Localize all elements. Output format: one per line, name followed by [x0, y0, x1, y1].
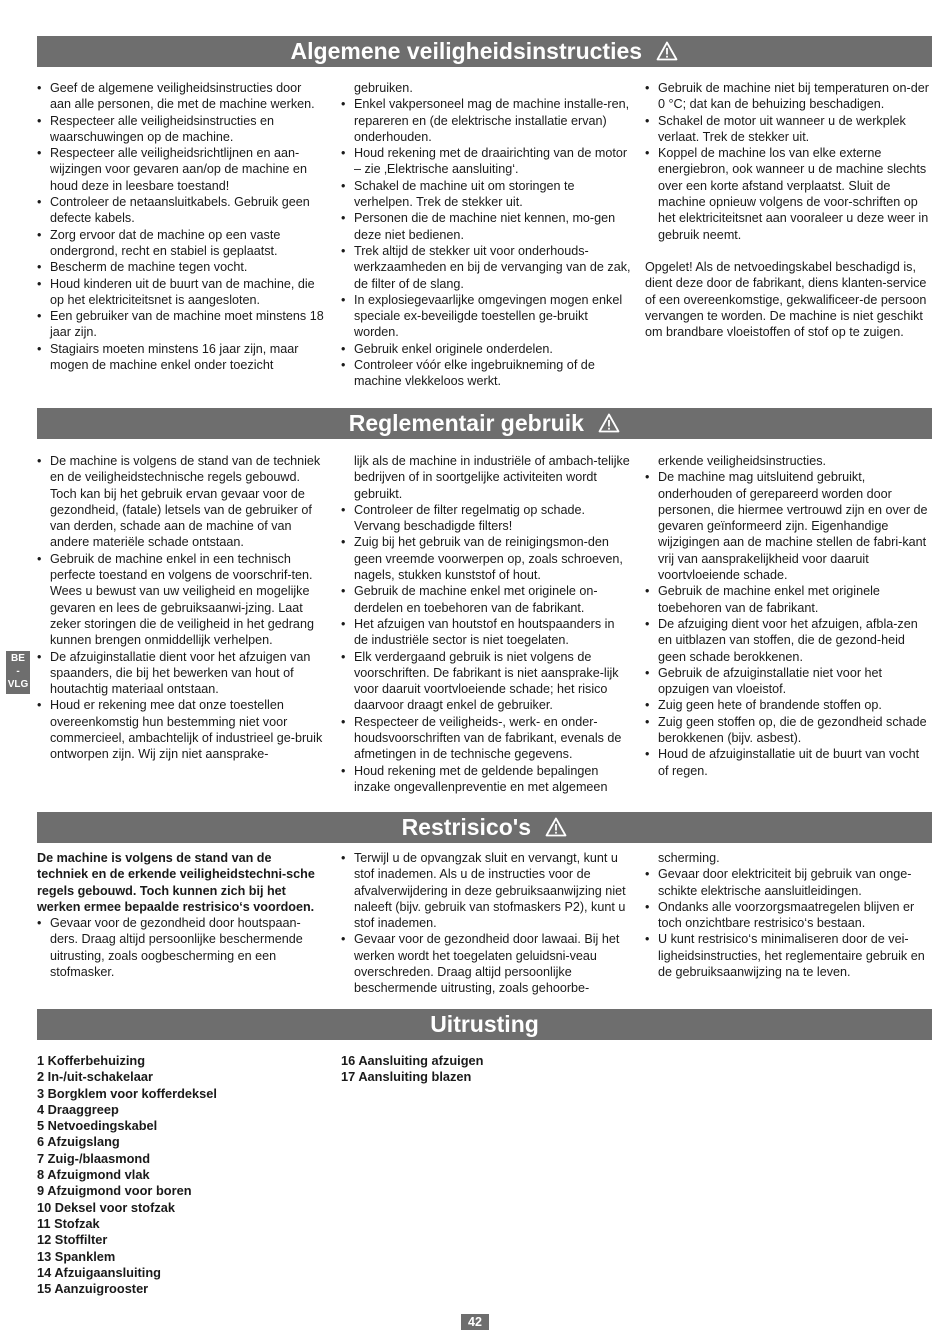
list-item: • Een gebruiker van de machine moet minstens 18 jaar zijn. [37, 308, 325, 341]
language-tab [6, 651, 30, 694]
list-item: • Respecteer de veiligheids-, werk- en onder-houdsvoorschriften van de fabrikant, evenals de afmetingen in de technische gegevens. [341, 714, 631, 763]
equipment-item: 12 Stoffilter [37, 1232, 108, 1248]
list-item: • Bescherm de machine tegen vocht. [37, 259, 325, 275]
safety-list-col3 [645, 80, 932, 243]
list-item: • Gebruik de afzuiginstallatie niet voor het opzuigen van vloeistof. [645, 665, 932, 698]
safety-section [37, 80, 932, 395]
list-item: • Houd de afzuiginstallatie uit de buurt van vocht of regen. [645, 746, 932, 779]
usage-title: Reglementair gebruik [348, 410, 584, 436]
language-tab-line2: - [16, 666, 20, 677]
equipment-item: 5 Netvoedingskabel [37, 1118, 158, 1134]
language-tab-line1: BE [11, 653, 25, 664]
list-item: • Schakel de machine uit om storingen te verhelpen. Trek de stekker uit. [341, 178, 631, 211]
list-item: • Personen die de machine niet kennen, mo-gen deze niet bedienen. [341, 210, 631, 243]
equipment-item: 8 Afzuigmond vlak [37, 1167, 150, 1183]
risks-intro: De machine is volgens de stand van de techniek en de erkende veiligheidstechni-sche regels gebouwd. Toch kunnen zich bij het werken ermee bepaalde restrisico‘s voordoen. [37, 851, 315, 914]
equipment-title: Uitrusting [430, 1011, 539, 1037]
list-item: • Gevaar voor de gezondheid door houtspaan-ders. Draag altijd persoonlijke beschermende uitrusting, zoals oogbescherming en een stofmasker. [37, 915, 325, 980]
risks-list-col3 [645, 850, 932, 980]
usage-list-col2 [341, 453, 631, 795]
equipment-item: 1 Kofferbehuizing [37, 1053, 146, 1068]
list-item: • Controleer de netaansluitkabels. Gebruik geen defecte kabels. [37, 194, 325, 227]
equipment-item: 3 Borgklem voor kofferdeksel [37, 1085, 217, 1101]
equipment-item: 15 Aanzuigrooster [37, 1281, 149, 1297]
list-item: erkende veiligheidsinstructies. [658, 454, 827, 468]
equipment-item: 9 Afzuigmond voor boren [37, 1183, 192, 1199]
usage-section [37, 453, 932, 803]
list-item: • Respecteer alle veiligheidsinstructies en waarschuwingen op de machine. [37, 113, 325, 146]
list-item: • Terwijl u de opvangzak sluit en vervangt, kunt u stof inademen. Als u de instructies voor de afvalverwijdering in deze gebruiksaanwijzing niet naleeft (bijv. gebruik van stofmaskers P2), kunt u stof inademen. [341, 850, 631, 931]
equipment-item: 14 Afzuigaansluiting [37, 1264, 161, 1280]
list-item: • Gebruik de machine enkel in een technisch perfecte toestand en volgens de voorschrif-ten. Wees u bewust van uw veiligheid en mogelijke gevaren en lees de gebruiksaanwi-jzing. Laat zeker storingen die de veiligheid in het gedrang kunnen brengen onmiddellijk verhelpen. [37, 551, 325, 649]
safety-title: Algemene veiligheidsinstructies [290, 38, 643, 64]
list-item: • De afzuiginstallatie dient voor het afzuigen van spaanders, die bij het bewerken van hout of houtachtig materiaal ontstaan. [37, 649, 325, 698]
warning-icon [656, 41, 678, 61]
list-item: • Stagiairs moeten minstens 16 jaar zijn, maar mogen de machine enkel onder toezicht [37, 341, 325, 374]
list-item: • Houd rekening met de draairichting van de motor – zie ‚Elektrische aansluiting‘. [341, 145, 631, 178]
list-item: • Gevaar voor de gezondheid door lawaai. Bij het werken wordt het toegelaten geluidsni-veau overschreden. Draag altijd persoonlijke beschermende uitrusting, zoals gehoorbe- [341, 931, 631, 996]
risks-title: Restrisico's [401, 814, 532, 840]
safety-list-col1 [37, 80, 325, 373]
list-item: • Het afzuigen van houtstof en houtspaanders in de industriële sector is niet toegelaten. [341, 616, 631, 649]
list-item: • De machine is volgens de stand van de techniek en de veiligheidstechnische regels gebouwd. Toch kan bij het gebruik ervan gevaar voor de gezondheid, (fatale) letsels van de gebruiker of van derden, schade aan de machine of van andere materiële schade ontstaan. [37, 453, 325, 551]
list-item: • Koppel de machine los van elke externe energiebron, ook wanneer u de machine slechts over een korte afstand verplaatst. Sluit de machine opnieuw volgens de voor-schriften op het elektriciteitsnet aan vooraleer u deze weer in gebruik neemt. [645, 145, 932, 243]
equipment-item: 10 Deksel voor stofzak [37, 1199, 175, 1215]
list-item: scherming. [658, 851, 720, 865]
list-item: • Geef de algemene veiligheidsinstructies door aan alle personen, die met de machine werken. [37, 80, 325, 113]
equipment-item: 2 In-/uit-schakelaar [37, 1069, 153, 1085]
safety-heading [37, 36, 932, 67]
list-item: • Zorg ervoor dat de machine op een vaste ondergrond, recht en stabiel is geplaatst. [37, 227, 325, 260]
list-item: • De machine mag uitsluitend gebruikt, onderhouden of gerepareerd worden door personen, die hiermee vertrouwd zijn en over de gevaren geïnformeerd zijn. Eigenhandige wijzigingen aan de machine stellen de fabri-kant vrij van aansprakelijkheid voor daaruit voortvloeiende schade. [645, 469, 932, 583]
list-item: • Houd rekening met de geldende bepalingen inzake ongevallenpreventie en met algemeen [341, 763, 631, 796]
language-tab-line3: VLG [7, 679, 29, 690]
usage-heading [37, 408, 932, 439]
list-item: lijk als de machine in industriële of ambach-telijke bedrijven of in soortgelijke activiteiten wordt gebruikt. [354, 454, 630, 501]
list-item: • Gebruik de machine niet bij temperaturen on-der 0 °C; dat kan de behuizing beschadigen. [645, 80, 932, 113]
equipment-item: 13 Spanklem [37, 1248, 116, 1264]
list-item: • Ondanks alle voorzorgsmaatregelen blijven er toch onzichtbare restrisico‘s bestaan. [645, 899, 932, 932]
risks-list-col2 [341, 850, 631, 997]
equipment-list-col2 [341, 1053, 631, 1086]
list-item: gebruiken. [354, 81, 413, 95]
list-item: • Gebruik de machine enkel met originele on-derdelen en toebehoren van de fabrikant. [341, 583, 631, 616]
list-item: • Zuig geen stoffen op, die de gezondheid schade berokkenen (bijv. asbest). [645, 714, 932, 747]
safety-note: Opgelet! Als de netvoedingskabel beschadigd is, dient deze door de fabrikant, diens klanten-service of een overeenkomstige, gekwalificeer-de persoon vervangen te worden. De machine is niet geschikt om brandbare vloeistoffen of stof op te zuigen. [645, 259, 927, 340]
warning-icon [598, 413, 620, 433]
list-item: • Elk verdergaand gebruik is niet volgens de voorschriften. De fabrikant is niet aansprake-lijk voor daaruit voortvloeiende schade; het risico daarvoor draagt enkel de gebruiker. [341, 649, 631, 714]
list-item: • Zuig geen hete of brandende stoffen op. [645, 697, 932, 713]
list-item: • Gebruik de machine enkel met originele toebehoren van de fabrikant. [645, 583, 932, 616]
list-item: • Zuig bij het gebruik van de reinigingsmon-den geen vreemde voorwerpen op, zoals schroeven, nagels, stukken kunststof of hout. [341, 534, 631, 583]
page-number: 42 [461, 1314, 489, 1330]
list-item: • Houd kinderen uit de buurt van de machine, die op het elektriciteitsnet is aangesloten. [37, 276, 325, 309]
list-item: • Houd er rekening mee dat onze toestellen overeenkomstig hun bestemming niet voor commercieel, ambachtelijk of industrieel ge-bruik ontworpen zijn. Wij zijn niet aansprake- [37, 697, 325, 762]
equipment-item: 4 Draaggreep [37, 1101, 119, 1117]
list-item: • Respecteer alle veiligheidsrichtlijnen en aan-wijzingen voor gevaren aan/op de machine en houd deze in leesbare toestand! [37, 145, 325, 194]
usage-list-col1 [37, 453, 325, 763]
list-item: • De afzuiging dient voor het afzuigen, afbla-zen en uitblazen van stoffen, die de gezond-heid geen schade berokkenen. [645, 616, 932, 665]
list-item: • Schakel de motor uit wanneer u de werkplek verlaat. Trek de stekker uit. [645, 113, 932, 146]
risks-section [37, 850, 932, 1000]
risks-list-col1 [37, 915, 325, 980]
list-item: • Gebruik enkel originele onderdelen. [341, 341, 631, 357]
list-item: • U kunt restrisico‘s minimaliseren door de vei-ligheidsinstructies, het reglementaire gebruik en de gebruiksaanwijzing na te leven. [645, 931, 932, 980]
list-item: • Controleer vóór elke ingebruikneming of de machine vlekkeloos werkt. [341, 357, 631, 390]
warning-icon [545, 817, 567, 837]
equipment-item: 7 Zuig-/blaasmond [37, 1150, 151, 1166]
list-item: • Enkel vakpersoneel mag de machine installe-ren, repareren en (de elektrische installatie ervan) onderhouden. [341, 96, 631, 145]
equipment-item: 11 Stofzak [37, 1215, 100, 1231]
equipment-item: 6 Afzuigslang [37, 1134, 120, 1150]
equipment-item: 17 Aansluiting blazen [341, 1069, 472, 1085]
risks-heading [37, 812, 932, 843]
equipment-list-col1 [37, 1053, 327, 1297]
list-item: • Gevaar door elektriciteit bij gebruik van onge-schikte elektrische aansluitleidingen. [645, 866, 932, 899]
list-item: • In explosiegevaarlijke omgevingen mogen enkel speciale ex-beveiligde toestellen ge-bruikt worden. [341, 292, 631, 341]
list-item: • Controleer de filter regelmatig op schade. Vervang beschadigde filters! [341, 502, 631, 535]
equipment-heading [37, 1009, 932, 1040]
equipment-item: 16 Aansluiting afzuigen [341, 1053, 484, 1068]
usage-list-col3 [645, 453, 932, 779]
safety-list-col2 [341, 80, 631, 390]
list-item: • Trek altijd de stekker uit voor onderhouds-werkzaamheden en bij de vervanging van de zak, de filter of de slang. [341, 243, 631, 292]
